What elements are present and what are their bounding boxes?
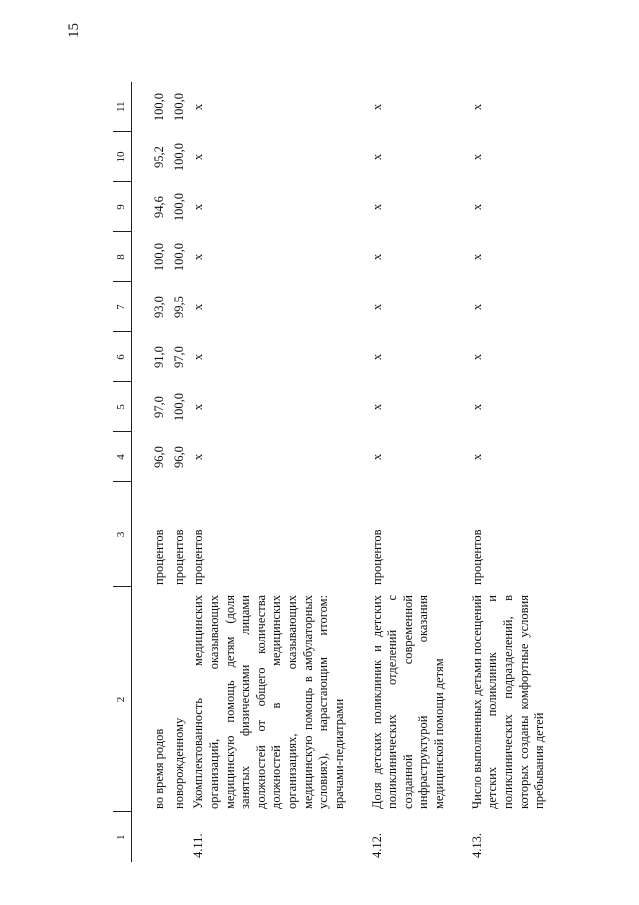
row-value: x xyxy=(191,403,206,411)
row-value: x xyxy=(469,303,484,311)
row-value: 100,0 xyxy=(171,192,186,222)
table-row xyxy=(150,82,170,862)
row-value: x xyxy=(191,153,206,161)
column-header: 9 xyxy=(113,182,132,232)
row-value: x xyxy=(369,153,384,161)
column-header: 1 xyxy=(113,812,132,862)
row-value: 91,0 xyxy=(152,346,166,368)
row-value: x xyxy=(469,103,484,111)
row-unit: процентов xyxy=(171,529,186,585)
row-value: 100,0 xyxy=(171,242,186,272)
row-name: во время родов xyxy=(152,728,166,809)
column-header: 5 xyxy=(113,382,132,432)
row-value: x xyxy=(369,203,384,211)
row-code: 4.11. xyxy=(191,833,206,858)
row-value: 97,0 xyxy=(152,396,166,418)
column-header: 3 xyxy=(113,482,132,587)
row-value: x xyxy=(469,203,484,211)
column-header: 10 xyxy=(113,132,132,182)
row-value: 95,2 xyxy=(152,146,166,168)
row-name: Укомплектованность медицинских организаций, оказывающих медицинскую помощь детям (доля занятых физическими лицами должностей от общего количества должностей в медицинских организациях, оказывающих медицинскую помощь в амбулаторных условиях), нарастающим итогом: врачами-педиатрами xyxy=(191,595,346,809)
row-unit: процентов xyxy=(152,529,166,585)
row-name: Число выполненных детьми посещений детских поликлиник и поликлинических подразделений, в которых созданы комфортные условия пребывания детей xyxy=(469,595,547,809)
row-value: x xyxy=(369,253,384,261)
row-value: x xyxy=(469,253,484,261)
row-value: 97,0 xyxy=(171,346,186,368)
indicator-table xyxy=(113,82,550,862)
row-value: 100,0 xyxy=(171,142,186,172)
row-value: x xyxy=(469,153,484,161)
row-value: x xyxy=(369,303,384,311)
row-value: 99,5 xyxy=(171,296,186,318)
row-value: x xyxy=(369,353,384,361)
row-unit: процентов xyxy=(469,529,484,585)
column-header: 2 xyxy=(113,587,132,812)
row-name: Доля детских поликлиник и детских поликлинических отделений с созданной современной инфраструктурой оказания медицинской помощи детям xyxy=(369,595,446,809)
column-number-row xyxy=(113,82,132,862)
row-unit: процентов xyxy=(369,529,384,585)
row-value: x xyxy=(191,303,206,311)
row-code: 4.13. xyxy=(469,833,484,858)
row-value: x xyxy=(191,203,206,211)
column-header: 7 xyxy=(113,282,132,332)
row-unit: процентов xyxy=(191,529,206,585)
row-value: x xyxy=(191,253,206,261)
row-value: 100,0 xyxy=(171,392,186,422)
row-value: 96,0 xyxy=(171,446,186,468)
row-value: x xyxy=(369,453,384,461)
column-header: 11 xyxy=(113,82,132,132)
row-value: 96,0 xyxy=(152,446,166,468)
row-code xyxy=(170,812,190,862)
row-value: 100,0 xyxy=(171,92,186,122)
row-code: 4.12. xyxy=(369,833,384,858)
table-row xyxy=(468,82,550,862)
row-name: новорожденному xyxy=(171,717,186,809)
row-value: x xyxy=(469,403,484,411)
column-header: 6 xyxy=(113,332,132,382)
row-value: x xyxy=(191,353,206,361)
rotated-table-sheet xyxy=(113,82,613,862)
row-code xyxy=(150,812,170,862)
row-value: x xyxy=(469,453,484,461)
row-value: x xyxy=(469,353,484,361)
column-header: 4 xyxy=(113,432,132,482)
table-row xyxy=(368,82,450,862)
column-header: 8 xyxy=(113,232,132,282)
table-row xyxy=(170,82,190,862)
page-number: 15 xyxy=(66,23,82,38)
table-row xyxy=(189,82,349,862)
row-value: x xyxy=(191,103,206,111)
row-value: 93,0 xyxy=(152,296,166,318)
row-value: x xyxy=(369,103,384,111)
row-value: x xyxy=(369,403,384,411)
row-value: 100,0 xyxy=(152,92,166,122)
row-value: 100,0 xyxy=(152,242,166,272)
row-value: 94,6 xyxy=(152,196,166,218)
row-value: x xyxy=(191,453,206,461)
